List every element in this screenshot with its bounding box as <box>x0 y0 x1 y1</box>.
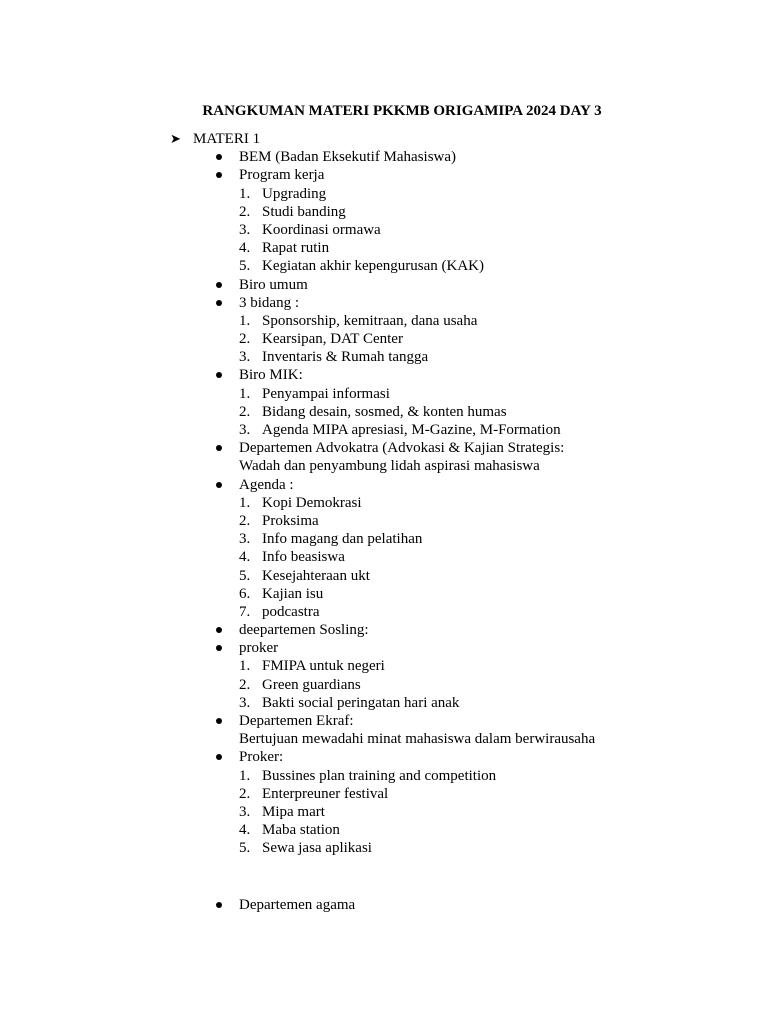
item-number: 1. <box>239 767 251 784</box>
numbered-item <box>0 239 768 257</box>
item-text: Maba station <box>262 822 340 839</box>
item-text: Upgrading <box>262 185 327 202</box>
item-number: 2. <box>239 676 251 693</box>
item-number: 2. <box>239 403 251 420</box>
item-number: 4. <box>239 240 251 257</box>
bullet-item <box>0 294 768 312</box>
item-number: 2. <box>239 203 251 220</box>
numbered-item <box>0 603 768 621</box>
item-text: Kopi Demokrasi <box>262 494 362 511</box>
bullet-dot-icon <box>216 445 222 451</box>
item-number: 4. <box>239 822 251 839</box>
bullet-dot-icon <box>216 645 222 651</box>
blank-space <box>0 858 768 896</box>
bullet-text: BEM (Badan Eksekutif Mahasiswa) <box>239 149 457 166</box>
bullet-dot-icon <box>216 172 222 178</box>
numbered-item <box>0 403 768 421</box>
item-number: 4. <box>239 549 251 566</box>
bullet-dot-icon <box>216 282 222 288</box>
bullet-item <box>0 148 768 166</box>
item-text: Kajian isu <box>262 585 324 602</box>
item-text: Info magang dan pelatihan <box>262 531 423 548</box>
document-title: RANGKUMAN MATERI PKKMB ORIGAMIPA 2024 DAY 3 <box>202 103 602 119</box>
item-number: 5. <box>239 567 251 584</box>
numbered-item <box>0 694 768 712</box>
numbered-item <box>0 676 768 694</box>
numbered-item <box>0 585 768 603</box>
bullet-text: Biro umum <box>239 276 308 293</box>
item-text: FMIPA untuk negeri <box>262 658 385 675</box>
item-text: Mipa mart <box>262 803 325 820</box>
item-text: Green guardians <box>262 676 361 693</box>
item-text: Kegiatan akhir kepengurusan (KAK) <box>262 258 485 275</box>
bullet-dot-icon <box>216 300 222 306</box>
item-number: 2. <box>239 331 251 348</box>
section-item <box>0 130 768 148</box>
bullet-continuation <box>0 730 768 748</box>
item-number: 3. <box>239 694 251 711</box>
item-text: Studi banding <box>262 203 346 220</box>
item-number: 1. <box>239 385 251 402</box>
numbered-item <box>0 803 768 821</box>
bullet-item <box>0 366 768 384</box>
bullet-text: Program kerja <box>239 167 325 184</box>
item-number: 1. <box>239 185 251 202</box>
item-text: Rapat rutin <box>262 240 330 257</box>
item-number: 3. <box>239 803 251 820</box>
numbered-item <box>0 185 768 203</box>
numbered-item <box>0 385 768 403</box>
section-label: MATERI 1 <box>193 131 261 147</box>
numbered-item <box>0 785 768 803</box>
numbered-item <box>0 421 768 439</box>
item-number: 6. <box>239 585 251 602</box>
bullet-text: Proker: <box>239 749 284 766</box>
item-number: 5. <box>239 258 251 275</box>
item-number: 1. <box>239 494 251 511</box>
item-number: 3. <box>239 221 251 238</box>
bullet-item <box>0 439 768 457</box>
bullet-text: Biro MIK: <box>239 367 303 384</box>
numbered-item <box>0 494 768 512</box>
numbered-item <box>0 530 768 548</box>
numbered-item <box>0 657 768 675</box>
bullet-text: 3 bidang : <box>239 294 299 311</box>
numbered-item <box>0 821 768 839</box>
bullet-text: proker <box>239 640 279 657</box>
item-text: Bakti social peringatan hari anak <box>262 694 460 711</box>
item-text: Proksima <box>262 512 319 529</box>
bullet-dot-icon <box>216 482 222 488</box>
item-number: 3. <box>239 349 251 366</box>
item-text: Inventaris & Rumah tangga <box>262 349 429 366</box>
outline-list <box>0 130 768 914</box>
item-number: 2. <box>239 512 251 529</box>
numbered-item <box>0 567 768 585</box>
numbered-item <box>0 221 768 239</box>
bullet-text: Departemen agama <box>239 896 356 913</box>
bullet-continuation <box>0 457 768 475</box>
item-text: Agenda MIPA apresiasi, M-Gazine, M-Formation <box>262 422 561 438</box>
item-number: 3. <box>239 531 251 548</box>
item-text: Enterpreuner festival <box>262 785 389 802</box>
item-text: Sponsorship, kemitraan, dana usaha <box>262 312 478 329</box>
item-number: 1. <box>239 312 251 329</box>
item-text: Bussines plan training and competition <box>262 767 497 784</box>
bullet-dot-icon <box>216 372 222 378</box>
bullet-item <box>0 476 768 494</box>
bullet-dot-icon <box>216 754 222 760</box>
numbered-item <box>0 203 768 221</box>
arrow-bullet-icon: ➤ <box>170 131 181 146</box>
bullet-item <box>0 166 768 184</box>
numbered-item <box>0 312 768 330</box>
item-text: Koordinasi ormawa <box>262 221 381 238</box>
numbered-item <box>0 767 768 785</box>
bullet-dot-icon <box>216 154 222 160</box>
bullet-dot-icon <box>216 718 222 724</box>
item-text: Info beasiswa <box>262 549 345 566</box>
bullet-item <box>0 748 768 766</box>
numbered-item <box>0 257 768 275</box>
continuation-text: Bertujuan mewadahi minat mahasiswa dalam berwirausaha <box>239 731 596 748</box>
bullet-text: deepartemen Sosling: <box>239 622 369 639</box>
item-text: Penyampai informasi <box>262 385 390 402</box>
item-text: Bidang desain, sosmed, & konten humas <box>262 403 507 420</box>
bullet-text: Departemen Advokatra (Advokasi & Kajian Strategis: <box>239 440 565 457</box>
item-number: 1. <box>239 658 251 675</box>
bullet-item <box>0 712 768 730</box>
item-number: 5. <box>239 840 251 857</box>
bullet-item <box>0 276 768 294</box>
bullet-item <box>0 639 768 657</box>
continuation-text: Wadah dan penyambung lidah aspirasi mahasiswa <box>239 458 540 475</box>
item-text: podcastra <box>262 603 320 620</box>
bullet-dot-icon <box>216 902 222 908</box>
item-text: Kesejahteraan ukt <box>262 567 370 584</box>
numbered-item <box>0 348 768 366</box>
numbered-item <box>0 330 768 348</box>
item-number: 7. <box>239 603 251 620</box>
item-number: 2. <box>239 785 251 802</box>
numbered-item <box>0 839 768 857</box>
bullet-text: Departemen Ekraf: <box>239 713 354 729</box>
item-text: Kearsipan, DAT Center <box>262 331 403 348</box>
bullet-dot-icon <box>216 627 222 633</box>
bullet-item <box>0 896 768 914</box>
item-text: Sewa jasa aplikasi <box>262 840 372 857</box>
item-number: 3. <box>239 422 251 438</box>
bullet-text: Agenda : <box>239 476 294 493</box>
numbered-item <box>0 512 768 530</box>
numbered-item <box>0 548 768 566</box>
bullet-item <box>0 621 768 639</box>
